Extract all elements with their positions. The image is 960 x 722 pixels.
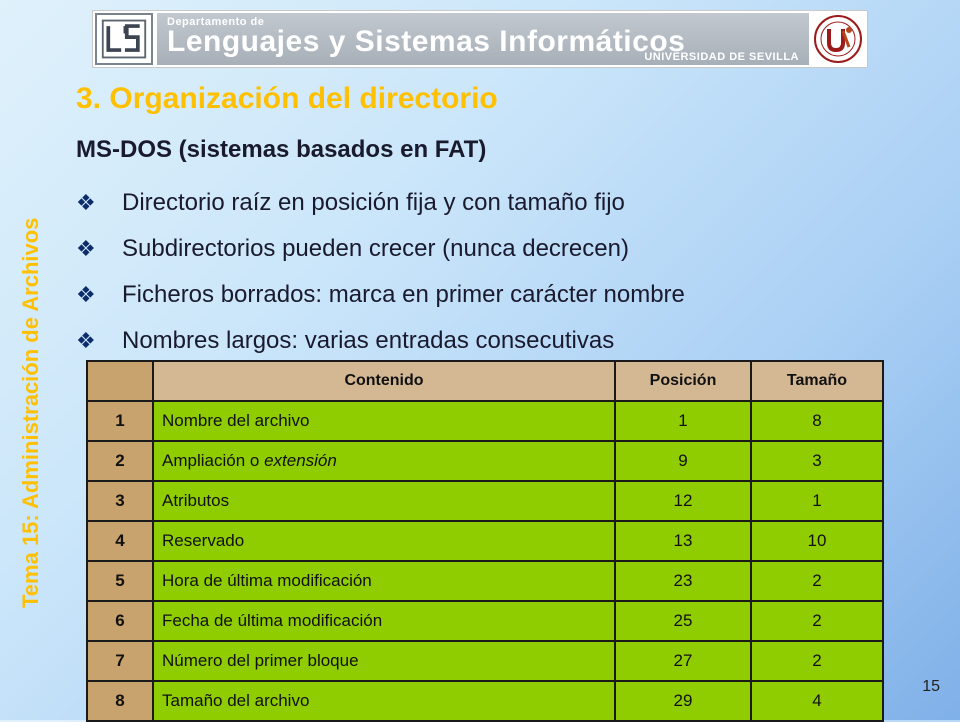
bullet-item: [76, 180, 685, 226]
university-name: UNIVERSIDAD DE SEVILLA: [644, 51, 799, 63]
bullet-item: [76, 318, 685, 364]
row-index: 1: [87, 401, 153, 441]
row-contenido-italic: extensión: [264, 451, 337, 470]
row-posicion: 9: [615, 441, 751, 481]
row-index: 2: [87, 441, 153, 481]
diamond-bullet-icon: ❖: [76, 190, 96, 215]
row-posicion: 1: [615, 401, 751, 441]
department-label: Departamento de: [167, 16, 265, 28]
row-tamano: 3: [751, 441, 883, 481]
table-row: [87, 481, 883, 521]
table-header-index: [87, 361, 153, 401]
row-contenido-text: Ampliación o: [162, 451, 265, 470]
page-number: 15: [922, 678, 940, 695]
row-index: 4: [87, 521, 153, 561]
row-contenido: Fecha de última modificación: [153, 601, 615, 641]
row-contenido: Atributos: [153, 481, 615, 521]
row-tamano: 1: [751, 481, 883, 521]
fat-entry-table: [86, 360, 882, 710]
bullet-item: [76, 272, 685, 318]
table-row: [87, 561, 883, 601]
bullet-text: Directorio raíz en posición fija y con tamaño fijo: [122, 189, 625, 216]
row-contenido: Número del primer bloque: [153, 641, 615, 681]
table-row: [87, 601, 883, 641]
table-row: [87, 401, 883, 441]
diamond-bullet-icon: ❖: [76, 236, 96, 261]
table-row: [87, 441, 883, 481]
row-posicion: 29: [615, 681, 751, 721]
table-row: [87, 641, 883, 681]
row-posicion: 23: [615, 561, 751, 601]
diamond-bullet-icon: ❖: [76, 282, 96, 307]
row-posicion: 25: [615, 601, 751, 641]
bullet-text: Ficheros borrados: marca en primer carácter nombre: [122, 281, 685, 308]
row-index: 5: [87, 561, 153, 601]
row-posicion: 27: [615, 641, 751, 681]
row-index: 7: [87, 641, 153, 681]
table-row: [87, 521, 883, 561]
row-contenido: [153, 441, 615, 481]
row-contenido: Hora de última modificación: [153, 561, 615, 601]
row-tamano: 2: [751, 601, 883, 641]
table-header-contenido: Contenido: [153, 361, 615, 401]
row-index: 6: [87, 601, 153, 641]
row-posicion: 13: [615, 521, 751, 561]
row-posicion: 12: [615, 481, 751, 521]
department-name: Lenguajes y Sistemas Informáticos: [167, 25, 686, 58]
row-tamano: 2: [751, 641, 883, 681]
bullet-text: Subdirectorios pueden crecer (nunca decrecen): [122, 235, 629, 262]
bullet-text: Nombres largos: varias entradas consecutivas: [122, 327, 615, 354]
side-course-title: Tema 15: Administración de Archivos: [18, 217, 43, 608]
university-seal-icon: [811, 13, 865, 65]
bullet-list: [76, 180, 685, 364]
row-contenido: Nombre del archivo: [153, 401, 615, 441]
header-banner: [92, 10, 868, 68]
row-tamano: 10: [751, 521, 883, 561]
slide-title: 3. Organización del directorio: [76, 82, 498, 115]
row-index: 3: [87, 481, 153, 521]
row-tamano: 2: [751, 561, 883, 601]
row-tamano: 8: [751, 401, 883, 441]
slide-subtitle: MS-DOS (sistemas basados en FAT): [76, 136, 487, 163]
table-header-tamano: Tamaño: [751, 361, 883, 401]
lsi-logo: [95, 13, 153, 65]
row-index: 8: [87, 681, 153, 721]
table-header-posicion: Posición: [615, 361, 751, 401]
row-tamano: 4: [751, 681, 883, 721]
bullet-item: [76, 226, 685, 272]
row-contenido: Tamaño del archivo: [153, 681, 615, 721]
table-row: [87, 681, 883, 721]
diamond-bullet-icon: ❖: [76, 328, 96, 353]
table-header-row: [87, 361, 883, 401]
department-band: [157, 13, 809, 65]
row-contenido: Reservado: [153, 521, 615, 561]
